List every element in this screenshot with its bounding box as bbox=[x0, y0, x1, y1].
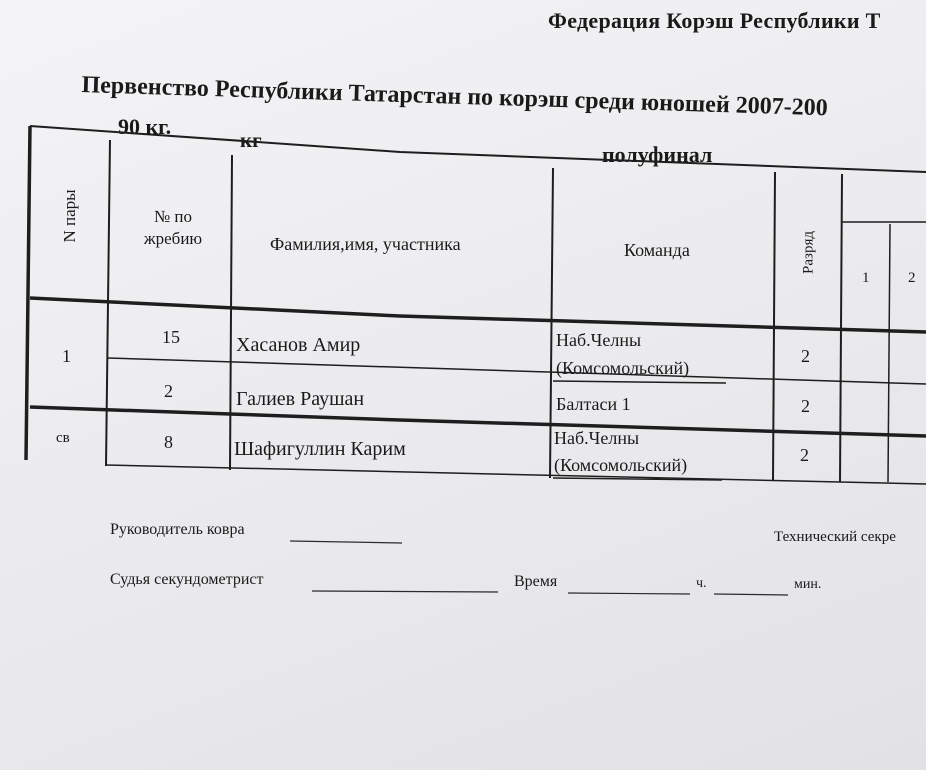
weight-category: 90 кг. bbox=[118, 114, 172, 139]
cell-pair: св bbox=[56, 430, 70, 446]
col-header-team: Команда bbox=[624, 240, 690, 260]
col-header-pair: N пары bbox=[60, 189, 79, 243]
weight-unit: кг bbox=[240, 128, 262, 152]
col-header-draw: № по жребию bbox=[143, 207, 203, 248]
cell-team-line2: (Комсомольский) bbox=[554, 455, 688, 475]
cell-draw: 2 bbox=[164, 381, 173, 401]
col-header-name: Фамилия,имя, участника bbox=[270, 234, 461, 254]
cell-name: Хасанов Амир bbox=[236, 334, 361, 356]
col-header-sub1: 1 bbox=[862, 270, 870, 286]
mat-head-label: Руководитель ковра bbox=[110, 521, 245, 538]
cell-name: Галиев Раушан bbox=[236, 388, 365, 410]
championship-title: Первенство Республики Татарстан по корэш среди юношей 2007-200 bbox=[81, 72, 829, 122]
cell-draw: 8 bbox=[164, 432, 173, 452]
cell-pair: 1 bbox=[62, 346, 71, 366]
cell-team-line2: (Комсомольский) bbox=[556, 358, 690, 378]
judge-label: Судья секундометрист bbox=[110, 571, 264, 588]
cell-rank: 2 bbox=[800, 445, 809, 465]
federation-name: Федерация Корэш Республики Т bbox=[548, 8, 881, 33]
col-header-sub2: 2 bbox=[908, 270, 916, 286]
cell-team-line1: Наб.Челны bbox=[554, 428, 640, 448]
minutes-label: мин. bbox=[794, 577, 822, 592]
cell-team-line1: Наб.Челны bbox=[556, 330, 642, 350]
hours-label: ч. bbox=[696, 576, 707, 591]
time-label: Время bbox=[514, 573, 558, 590]
stage-label: полуфинал bbox=[602, 142, 713, 167]
cell-team-line1: Балтаси 1 bbox=[556, 394, 631, 414]
cell-draw: 15 bbox=[162, 327, 180, 347]
cell-name: Шафигуллин Карим bbox=[234, 438, 406, 460]
col-header-rank: Разряд bbox=[800, 231, 817, 274]
cell-rank: 2 bbox=[801, 396, 810, 416]
tech-secretary-label: Технический секре bbox=[774, 529, 896, 545]
cell-rank: 2 bbox=[801, 346, 810, 366]
